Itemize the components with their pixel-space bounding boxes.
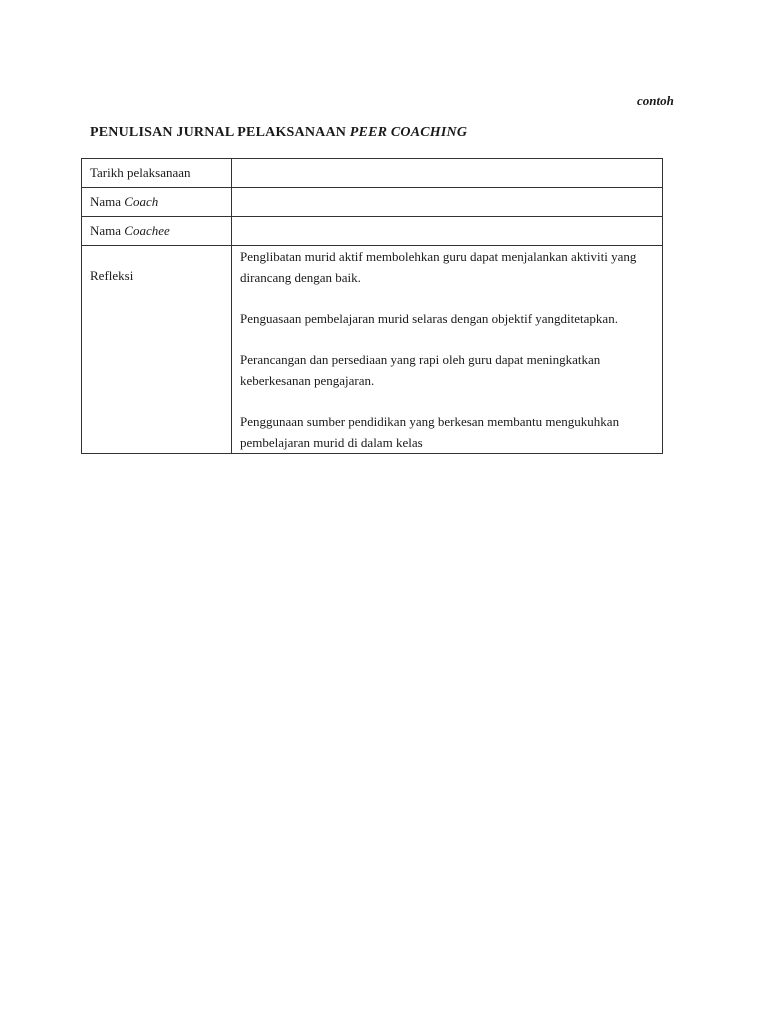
tarikh-value-cell[interactable] bbox=[232, 159, 663, 188]
coach-label-emphasis: Coach bbox=[124, 194, 159, 209]
row-tarikh bbox=[82, 159, 663, 188]
title-main-text: PENULISAN JURNAL PELAKSANAAN bbox=[90, 125, 350, 140]
row-refleksi bbox=[82, 246, 663, 454]
sample-label: contoh bbox=[637, 93, 674, 108]
coachee-label bbox=[82, 217, 232, 246]
coachee-value-cell[interactable] bbox=[232, 217, 663, 246]
coach-label bbox=[82, 188, 232, 217]
coach-value-cell[interactable] bbox=[232, 188, 663, 217]
coachee-label-emphasis: Coachee bbox=[124, 223, 170, 238]
document-title bbox=[90, 125, 467, 141]
refleksi-paragraph: Penguasaan pembelajaran murid selaras dengan objektif yangditetapkan. bbox=[240, 311, 618, 326]
journal-table bbox=[81, 158, 663, 454]
refleksi-paragraph: Penggunaan sumber pendidikan yang berkesan membantu mengukuhkan pembelajaran murid di dalam kelas bbox=[240, 414, 620, 450]
tarikh-label: Tarikh pelaksanaan bbox=[82, 159, 232, 188]
refleksi-content[interactable] bbox=[232, 246, 663, 454]
row-coach bbox=[82, 188, 663, 217]
coach-label-prefix: Nama bbox=[90, 194, 125, 209]
refleksi-paragraph: Penglibatan murid aktif membolehkan guru dapat menjalankan aktiviti yang dirancang dengan baik. bbox=[240, 249, 637, 285]
coachee-label-prefix: Nama bbox=[90, 223, 125, 238]
refleksi-paragraph: Perancangan dan persediaan yang rapi oleh guru dapat meningkatkan keberkesanan pengajaran. bbox=[240, 352, 601, 388]
row-coachee bbox=[82, 217, 663, 246]
refleksi-label: Refleksi bbox=[82, 246, 232, 454]
title-emphasis-text: PEER COACHING bbox=[349, 125, 468, 140]
